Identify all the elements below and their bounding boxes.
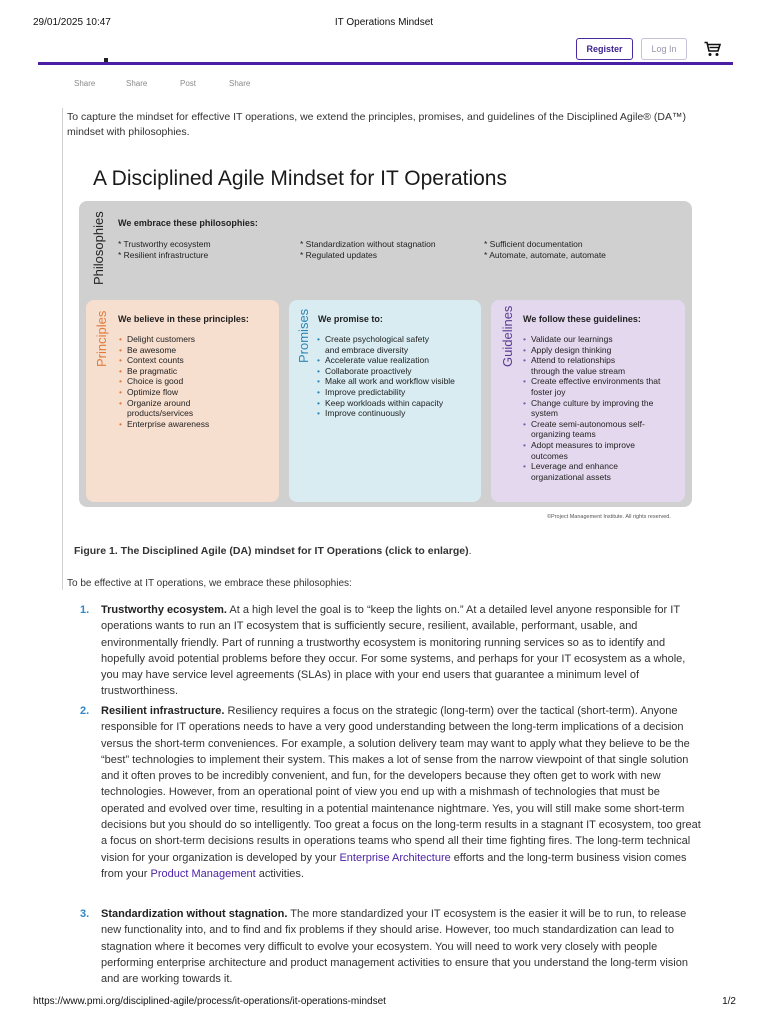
principle-item: • Delight customers	[119, 334, 269, 345]
print-page-title: IT Operations Mindset	[334, 17, 434, 28]
promises-label: Promises	[296, 308, 311, 363]
principle-item: • Organize around products/services	[119, 398, 207, 419]
item-term: Standardization without stagnation.	[101, 908, 288, 920]
nav-divider	[38, 62, 733, 65]
philosophies-lead: To be effective at IT operations, we embrace these philosophies:	[67, 578, 352, 589]
philosophy-item: * Trustworthy ecosystem	[118, 239, 211, 249]
print-header	[0, 17, 768, 31]
philosophy-detail-item	[66, 703, 706, 906]
promise-item: • Make all work and workflow visible	[317, 376, 477, 387]
figure-copyright: ©Project Management Institute. All rights reserved.	[547, 514, 671, 520]
promises-heading: We promise to:	[318, 314, 383, 324]
item-term: Resilient infrastructure.	[101, 705, 225, 717]
principle-item: • Optimize flow	[119, 387, 269, 398]
principle-item: • Be awesome	[119, 345, 269, 356]
figure-caption-label[interactable]: Figure 1. The Disciplined Agile (DA) mindset for IT Operations (click to enlarge)	[74, 545, 469, 557]
principles-heading: We believe in these principles:	[118, 314, 249, 324]
philosophy-detail-item	[66, 906, 706, 987]
promise-item: • Improve predictability	[317, 387, 477, 398]
promise-item: • Improve continuously	[317, 408, 477, 419]
guidelines-list	[523, 334, 683, 482]
figure-title: A Disciplined Agile Mindset for IT Operations	[93, 167, 507, 190]
login-button[interactable]: Log In	[641, 38, 687, 60]
philosophies-column	[118, 239, 211, 260]
register-button[interactable]: Register	[576, 38, 633, 60]
caption-end: .	[468, 545, 472, 557]
principle-item: • Be pragmatic	[119, 366, 269, 377]
item-text: At a high level the goal is to “keep the lights on.” At a detailed level anyone responsible for IT operations wants to run an IT ecosystem that is sufficiently secure, resilient, available, performant, usable, and environmentally friendly. Part of running a trustworthy ecosystem is monitoring running services so as to identify and hopefully avoid potential problems before they occur. For some systems, and perhaps for your IT ecosystem as a whole, you may have service level agreements (SLAs) in place with your end users that guarantee a minimum level of trustworthiness.	[101, 604, 686, 698]
cart-icon[interactable]	[704, 41, 721, 57]
guideline-item: • Change culture by improving the system	[523, 398, 656, 419]
print-page-number: 1/2	[722, 996, 736, 1007]
print-url: https://www.pmi.org/disciplined-agile/process/it-operations/it-operations-mindset	[33, 996, 386, 1007]
item-number: 2.	[80, 705, 90, 717]
share-link[interactable]: Share	[126, 79, 148, 88]
promise-item: • Collaborate proactively	[317, 366, 477, 377]
share-link[interactable]: Share	[229, 79, 251, 88]
philosophies-heading: We embrace these philosophies:	[118, 218, 258, 228]
share-link[interactable]: Share	[74, 79, 96, 88]
philosophies-label: Philosophies	[91, 211, 106, 285]
mindset-figure[interactable]	[68, 153, 698, 533]
philosophy-detail-item	[66, 602, 706, 703]
item-number: 3.	[80, 908, 90, 920]
philosophies-list	[66, 602, 706, 987]
promise-item: • Create psychological safety and embrace diversity	[317, 334, 437, 355]
item-text: The more standardized your IT ecosystem is the easier it will be to run, to release new functionality into, and to find and fix problems if they should arise. However, too much standardization can lead to stagnation where it becomes very difficult to evolve your ecosystem. You will need to work very closely with people performing enterprise architecture and product management activities to ensure that you understand the long-term vision and are working towards it.	[101, 908, 688, 986]
guideline-item: • Adopt measures to improve outcomes	[523, 440, 651, 461]
philosophy-item: * Regulated updates	[300, 249, 378, 260]
philosophy-item: * Standardization without stagnation	[300, 239, 436, 249]
principles-list	[119, 334, 269, 429]
figure-caption	[74, 545, 472, 557]
promise-item: • Keep workloads within capacity	[317, 398, 477, 409]
guideline-item: • Create effective environments that foster joy	[523, 376, 676, 397]
guideline-item: • Leverage and enhance organizational assets	[523, 461, 641, 482]
enterprise-architecture-link[interactable]: Enterprise Architecture	[339, 851, 451, 864]
principle-item: • Context counts	[119, 355, 269, 366]
product-management-link[interactable]: Product Management	[150, 867, 256, 880]
principle-item: • Enterprise awareness	[119, 419, 269, 430]
principles-label: Principles	[94, 310, 109, 367]
item-text: activities.	[255, 867, 304, 880]
item-text: Resiliency requires a focus on the strategic (long-term) over the tactical (short-term). Anyone responsible for IT operations needs to have a very good understanding between the long-term implications of a decision versus the short-term conveniences. For example, a solution delivery team may want to apply what they believe to be the “best” technologies to implement their system. This makes a lot of sense from the narrow viewpoint of that single solution and it often proves to be incredibly convenient, and fun, for the developers because they often get to work with new technologies. However, from an operational point of view you end up with a mishmash of technologies that must be operated and evolved over time, resulting in a potential maintenance nightmare. Yes, you will still make some short-term decisions but you should do so intelligently. Too great a focus on the long-term results in a stagnant IT ecosystem, too great a focus on short-term decisions results in operations teams who spend all their time fighting fires. The long-term technical vision for your organization is developed by your	[101, 705, 701, 864]
guideline-item: • Apply design thinking	[523, 345, 683, 356]
item-term: Trustworthy ecosystem.	[101, 604, 227, 616]
philosophies-column	[484, 239, 606, 260]
item-text: efforts and the long-term business vision comes from your	[101, 851, 687, 880]
principle-item: • Choice is good	[119, 376, 269, 387]
promise-item: • Accelerate value realization	[317, 355, 477, 366]
guideline-item: • Validate our learnings	[523, 334, 683, 345]
guidelines-label: Guidelines	[500, 305, 515, 367]
guideline-item: • Create semi-autonomous self-organizing teams	[523, 419, 666, 440]
guidelines-heading: We follow these guidelines:	[523, 314, 641, 324]
print-date: 29/01/2025 10:47	[33, 17, 111, 28]
guideline-item: • Attend to relationships through the value stream	[523, 355, 641, 376]
item-number: 1.	[80, 604, 90, 616]
post-link[interactable]: Post	[180, 79, 197, 88]
content-left-border	[62, 108, 63, 590]
philosophies-column	[300, 239, 436, 260]
philosophy-item: * Resilient infrastructure	[118, 249, 209, 260]
promises-list	[317, 334, 477, 419]
philosophy-item: * Automate, automate, automate	[484, 249, 606, 260]
intro-paragraph: To capture the mindset for effective IT operations, we extend the principles, promises, and guidelines of the Disciplined Agile® (DA™) mindset with philosophies.	[67, 111, 687, 138]
philosophy-item: * Sufficient documentation	[484, 239, 583, 249]
